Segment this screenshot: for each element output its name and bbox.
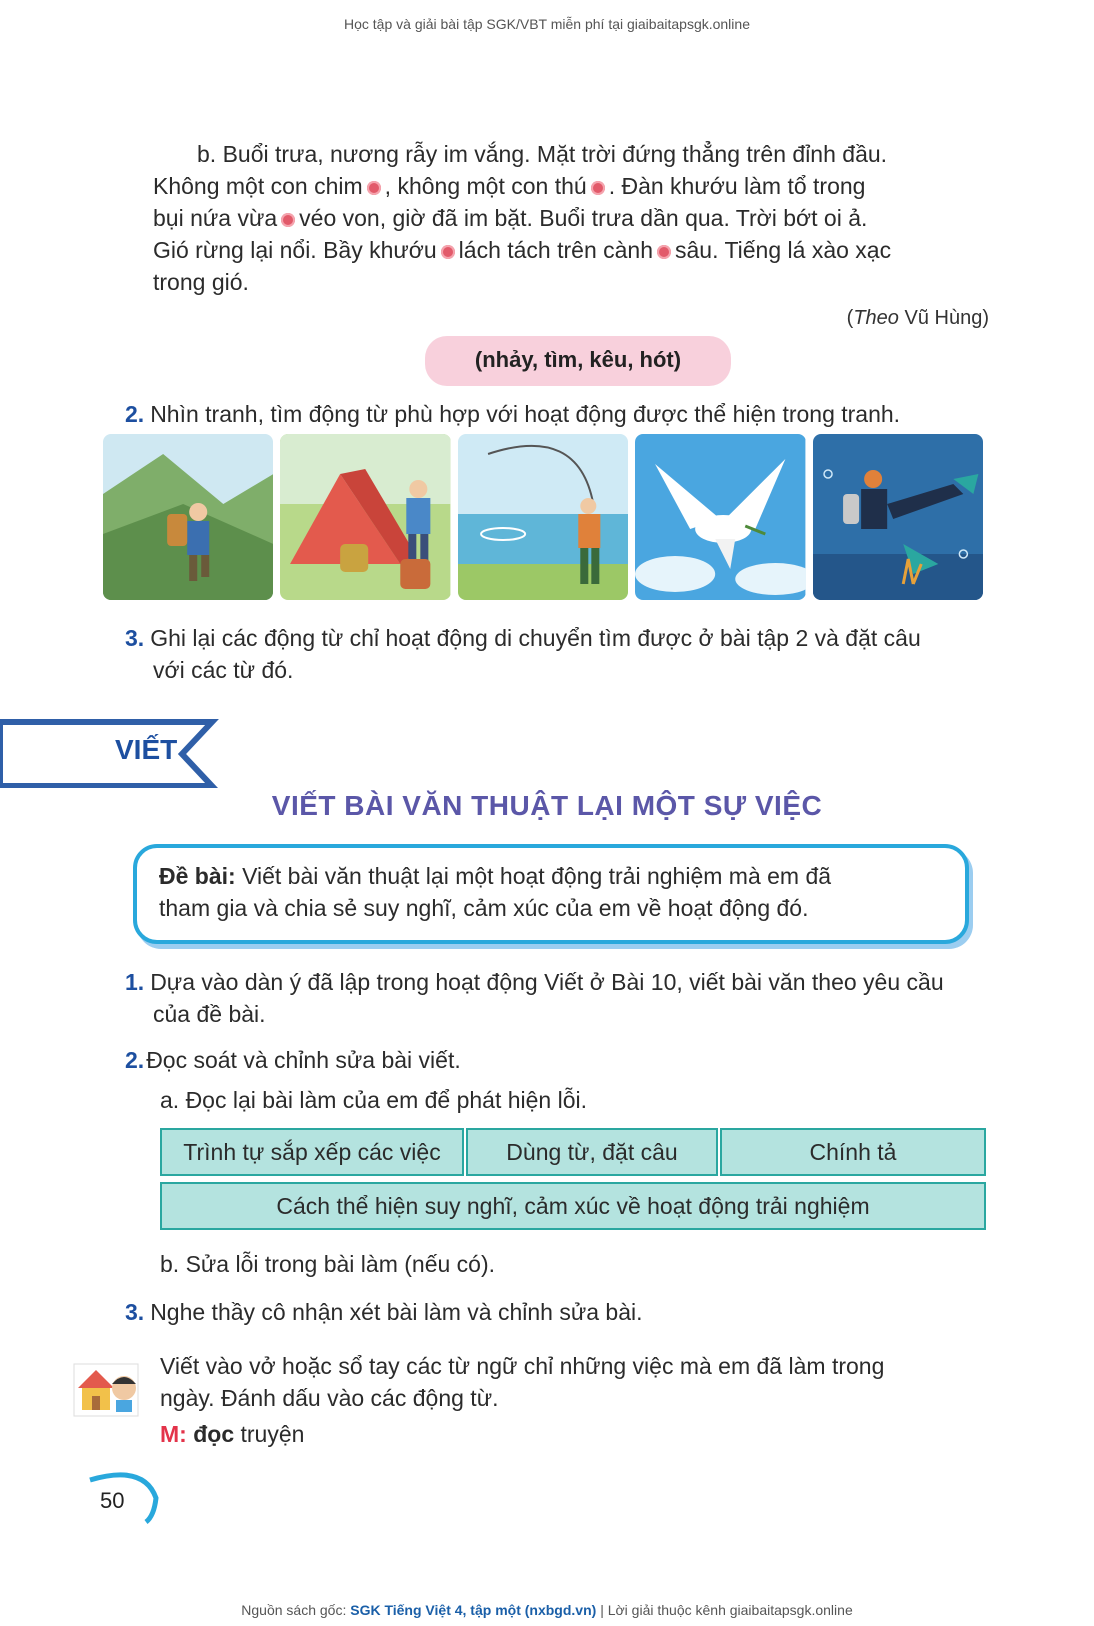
attribution: (Theo Vũ Hùng)	[846, 307, 989, 329]
step-number: 3.	[125, 1299, 145, 1325]
assignment-text: Viết bài văn thuật lại một hoạt động trải nghiệm mà em đã	[242, 863, 832, 889]
word-choices-box: (nhảy, tìm, kêu, hót)	[425, 336, 731, 386]
exercise-3	[125, 622, 1005, 686]
example-label: M:	[160, 1421, 187, 1447]
exercise-text-2: với các từ đó.	[153, 657, 294, 683]
attribution-author: Vũ Hùng	[904, 307, 983, 329]
step-text: Dựa vào dàn ý đã lập trong hoạt động Viết ở Bài 10, viết bài văn theo yêu cầu	[150, 969, 944, 995]
assignment-label: Đề bài:	[159, 863, 236, 889]
step-2b: b. Sửa lỗi trong bài làm (nếu có).	[160, 1251, 496, 1277]
picture-diver	[813, 434, 983, 600]
passage-line-2	[153, 170, 953, 202]
passage-text: bụi nứa vừa	[153, 205, 278, 231]
picture-dove	[635, 434, 805, 600]
home-text-1: Viết vào vở hoặc sổ tay các từ ngữ chỉ những việc mà em đã làm trong	[160, 1353, 885, 1379]
check-item-feelings: Cách thể hiện suy nghĩ, cảm xúc về hoạt động trải nghiệm	[160, 1182, 986, 1230]
picture-fishing	[458, 434, 628, 600]
passage-line-1: b. Buổi trưa, nương rẫy im vắng. Mặt trời đứng thẳng trên đỉnh đầu.	[197, 141, 888, 167]
section-title: VIẾT BÀI VĂN THUẬT LẠI MỘT SỰ VIỆC	[271, 790, 823, 821]
passage-text: . Đàn khướu làm tổ trong	[608, 173, 866, 199]
assignment-box	[133, 844, 969, 944]
writing-step-1	[125, 966, 1005, 1030]
assignment-text-2: tham gia và chia sẻ suy nghĩ, cảm xúc của em về hoạt động đó.	[159, 895, 809, 921]
picture-tent	[280, 434, 450, 600]
header-note: Học tập và giải bài tập SGK/VBT miễn phí tại giaibaitapsgk.online	[344, 16, 750, 32]
exercise-text: Ghi lại các động từ chỉ hoạt động di chuyển tìm được ở bài tập 2 và đặt câu	[150, 625, 921, 651]
home-activity	[160, 1350, 1000, 1450]
passage-text: véo von, giờ đã im bặt. Buổi trưa dần qua. Trời bớt oi ả.	[299, 205, 868, 231]
exercise-number: 3.	[125, 625, 145, 651]
footer-prefix: Nguồn sách gốc:	[241, 1602, 347, 1618]
flower-blank-icon	[591, 181, 605, 195]
picture-hiking	[103, 434, 273, 600]
passage-text: Không một con chim	[153, 173, 363, 199]
passage-text: , không một con thú	[384, 173, 587, 199]
exercise-text: Nhìn tranh, tìm động từ phù hợp với hoạt động được thể hiện trong tranh.	[150, 401, 901, 427]
flower-blank-icon	[281, 213, 295, 227]
attribution-theo: Theo	[853, 307, 899, 329]
exercise-2	[125, 398, 1005, 430]
passage-line-3	[153, 202, 953, 234]
passage-text: sâu. Tiếng lá xào xạc	[675, 237, 892, 263]
passage-b	[153, 138, 953, 298]
passage-line-4	[153, 234, 953, 266]
step-text: Đọc soát và chỉnh sửa bài viết.	[146, 1047, 461, 1073]
viet-label: VIẾT	[115, 734, 178, 765]
footer-source: SGK Tiếng Việt 4, tập một (nxbgd.vn)	[350, 1602, 597, 1618]
check-item-words: Dùng từ, đặt câu	[466, 1128, 718, 1176]
footer-note	[0, 1602, 1094, 1618]
passage-text: lách tách trên cành	[458, 237, 654, 263]
writing-step-3	[125, 1296, 1005, 1328]
viet-section-tag	[0, 716, 220, 793]
passage-text: Gió rừng lại nổi. Bầy khướu	[153, 237, 437, 263]
example-rest: truyện	[240, 1421, 305, 1447]
flower-blank-icon	[367, 181, 381, 195]
check-item-spelling: Chính tả	[720, 1128, 986, 1176]
home-text-2: ngày. Đánh dấu vào các động từ.	[160, 1385, 499, 1411]
check-item-order: Trình tự sắp xếp các việc	[160, 1128, 464, 1176]
example-verb: đọc	[193, 1421, 235, 1447]
step-number: 1.	[125, 969, 145, 995]
home-activity-icon	[70, 1358, 142, 1418]
writing-step-2	[125, 1044, 1005, 1076]
step-text-2: của đề bài.	[153, 1001, 266, 1027]
step-2a: a. Đọc lại bài làm của em để phát hiện lỗi.	[160, 1087, 588, 1113]
step-number: 2.	[125, 1047, 145, 1073]
flower-blank-icon	[657, 245, 671, 259]
passage-line-5: trong gió.	[153, 269, 249, 295]
flower-blank-icon	[441, 245, 455, 259]
activity-pictures	[103, 434, 983, 600]
footer-suffix: | Lời giải thuộc kênh giaibaitapsgk.online	[600, 1602, 853, 1618]
page-number: 50	[100, 1488, 125, 1513]
exercise-number: 2.	[125, 401, 145, 427]
step-text: Nghe thầy cô nhận xét bài làm và chỉnh sửa bài.	[150, 1299, 643, 1325]
